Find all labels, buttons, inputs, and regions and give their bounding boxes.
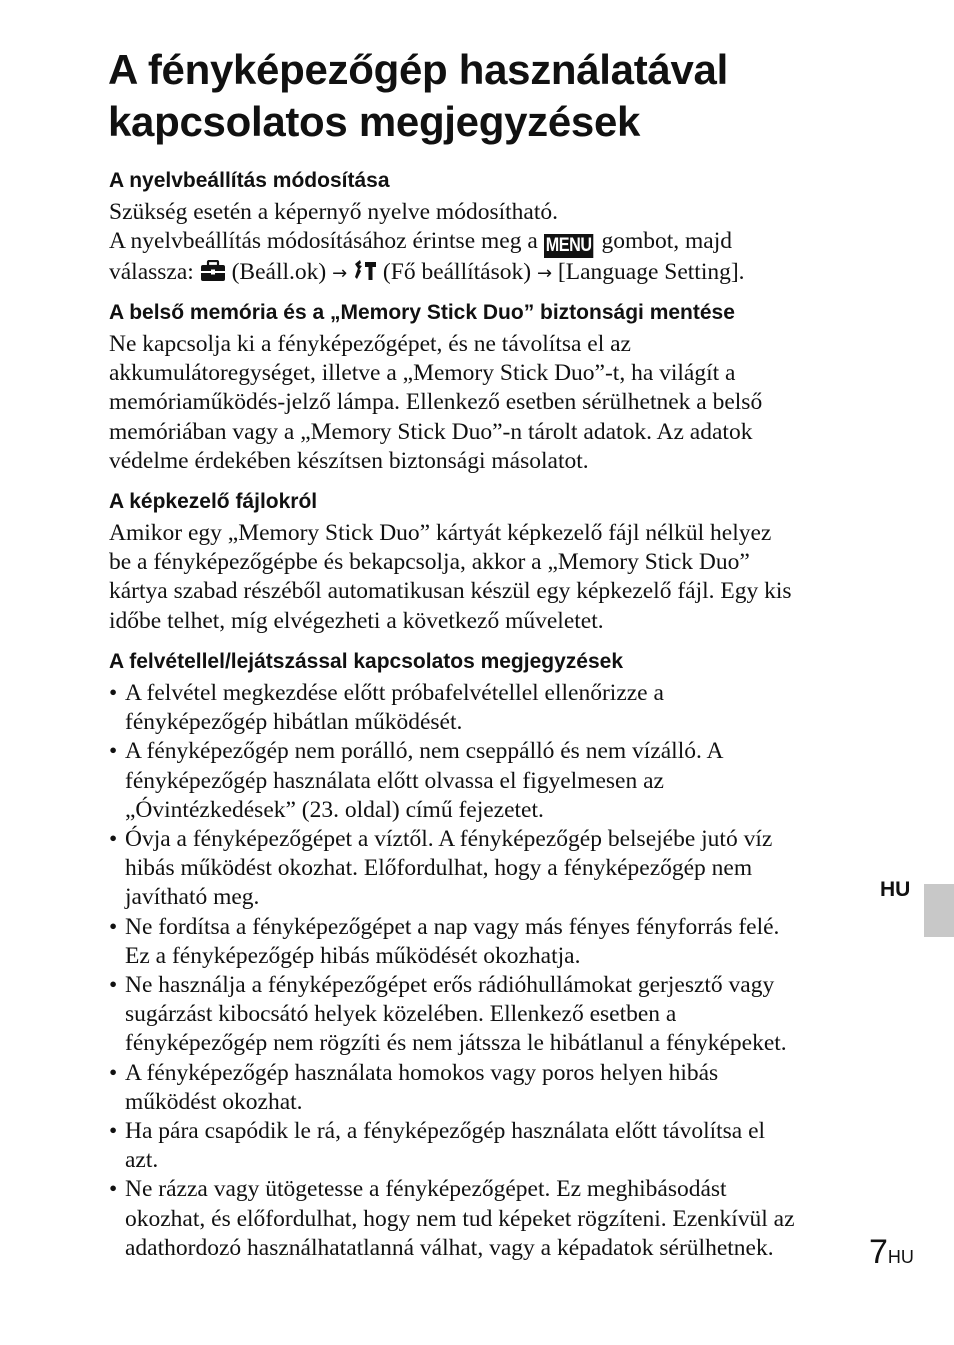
list-item (109, 1117, 869, 1175)
body-text-fragment: A nyelvbeállítás módosításához érintse meg a (109, 228, 544, 255)
body-line: fényképezőgép használata előtt olvassa el figyelmesen az (125, 767, 664, 794)
body-line: Ne fordítsa a fényképezőgépet a nap vagy más fényes fényforrás felé. (125, 913, 780, 940)
bullet-icon: • (109, 680, 118, 706)
body-text-fragment: [Language Setting]. (552, 259, 745, 286)
section-body (109, 519, 869, 636)
list-item (109, 913, 869, 971)
page-title (108, 44, 888, 148)
language-tab-label: HU (880, 878, 911, 901)
body-text-fragment: (Beáll.ok) (225, 259, 333, 286)
body-line: Szükség esetén a képernyő nyelve módosítható. (109, 199, 558, 225)
list-item (109, 737, 869, 825)
body-line: Ne rázza vagy ütögetesse a fényképezőgépet. Ez meghibásodást (125, 1176, 727, 1203)
body-line: akkumulátoregységet, illetve a „Memory Stick Duo”-t, ha világít a (109, 360, 736, 387)
body-line: Ez a fényképezőgép hibás működését okozhatja. (125, 942, 581, 969)
body-line: okozhat, és előfordulhat, hogy nem tud képeket rögzíteni. Ezenkívül az (125, 1205, 795, 1232)
section-body (109, 330, 869, 476)
bullet-icon: • (109, 1176, 118, 1203)
body-line: működést okozhat. (125, 1088, 303, 1115)
body-line: védelme érdekében készítsen biztonsági másolatot. (109, 447, 589, 474)
body-line: A fényképezőgép használata homokos vagy poros helyen hibás (125, 1059, 719, 1086)
arrow-icon: → (332, 263, 348, 285)
bullet-icon: • (109, 972, 118, 999)
list-item (109, 1175, 869, 1263)
body-line: időbe telhet, míg elvégezheti a következő műveletet. (109, 607, 604, 634)
body-line: Ha pára csapódik le rá, a fényképezőgép használata előtt távolítsa el (125, 1118, 766, 1145)
toolbox-icon (200, 260, 226, 290)
body-line: javítható meg. (125, 884, 260, 911)
bullet-icon: • (109, 913, 118, 940)
body-line: sugárzást kibocsátó helyek közelében. Ellenkező esetben a (125, 1001, 677, 1028)
section-heading: A felvétellel/lejátszással kapcsolatos megjegyzések (109, 650, 623, 673)
body-line: memóriában vagy a „Memory Stick Duo”-n tárolt adatok. Az adatok (109, 418, 753, 445)
arrow-icon: → (536, 263, 553, 285)
section-body (109, 198, 869, 290)
bullet-icon: • (109, 738, 118, 765)
body-line: A felvétel megkezdése előtt próbafelvétellel ellenőrizze a (125, 680, 664, 706)
body-text-fragment: válassza: (109, 259, 200, 286)
body-line: memóriaműködés-jelző lámpa. Ellenkező esetben sérülhetnek a belső (109, 389, 763, 416)
body-line: Óvja a fényképezőgépet a víztől. A fényképezőgép belsejébe jutó víz (125, 826, 773, 853)
body-line (109, 227, 869, 258)
list-item (109, 825, 869, 913)
title-line-1: A fényképezőgép használatával (108, 46, 728, 93)
body-line: hibás működést okozhat. Előfordulhat, hogy a fényképezőgép nem (125, 855, 753, 882)
list-item (109, 971, 869, 1059)
page-number-suffix: HU (887, 1247, 914, 1267)
section-language (109, 167, 869, 290)
page-number-value: 7 (869, 1233, 888, 1271)
section-recording (109, 648, 869, 1263)
bullet-icon: • (109, 826, 118, 853)
body-line: fényképezőgép hibátlan működését. (125, 709, 463, 736)
wrench-icon (353, 258, 377, 290)
list-item (109, 679, 869, 737)
bullet-icon: • (109, 1118, 118, 1145)
body-line: adathordozó használhatatlanná válhat, vagy a képadatok sérülhetnek. (125, 1234, 774, 1261)
title-line-2: kapcsolatos megjegyzések (108, 98, 641, 145)
body-line: fényképezőgép nem rögzíti és nem játssza le hibátlanul a fényképeket. (125, 1030, 787, 1057)
language-tab-marker (924, 884, 954, 937)
body-line: Ne használja a fényképezőgépet erős rádióhullámokat gerjesztő vagy (125, 972, 775, 999)
body-line: Ne kapcsolja ki a fényképezőgépet, és ne távolítsa el az (109, 331, 631, 357)
body-line: A fényképezőgép nem porálló, nem cseppálló és nem vízálló. A (125, 738, 724, 765)
page-number (869, 1232, 914, 1277)
section-image-files (109, 488, 869, 636)
section-heading: A belső memória és a „Memory Stick Duo” biztonsági mentése (109, 301, 735, 324)
body-line (109, 258, 869, 290)
bullet-icon: • (109, 1059, 118, 1086)
section-backup (109, 299, 869, 476)
body-line: be a fényképezőgépbe és bekapcsolja, akkor a „Memory Stick Duo” (109, 549, 750, 576)
body-line: kártya szabad részéből automatikusan készül egy képkezelő fájl. Egy kis (109, 578, 792, 605)
notes-list (109, 679, 869, 1263)
list-item (109, 1059, 869, 1117)
body-text-fragment: gombot, majd (595, 228, 733, 255)
section-heading: A képkezelő fájlokról (109, 490, 318, 513)
section-heading: A nyelvbeállítás módosítása (109, 169, 390, 192)
body-text-fragment: (Fő beállítások) (377, 259, 537, 286)
body-line: „Óvintézkedések” (23. oldal) című fejezetet. (125, 796, 544, 823)
body-line: azt. (125, 1147, 159, 1174)
body-line: Amikor egy „Memory Stick Duo” kártyát képkezelő fájl nélkül helyez (109, 520, 772, 546)
menu-icon: MENU (545, 235, 592, 257)
